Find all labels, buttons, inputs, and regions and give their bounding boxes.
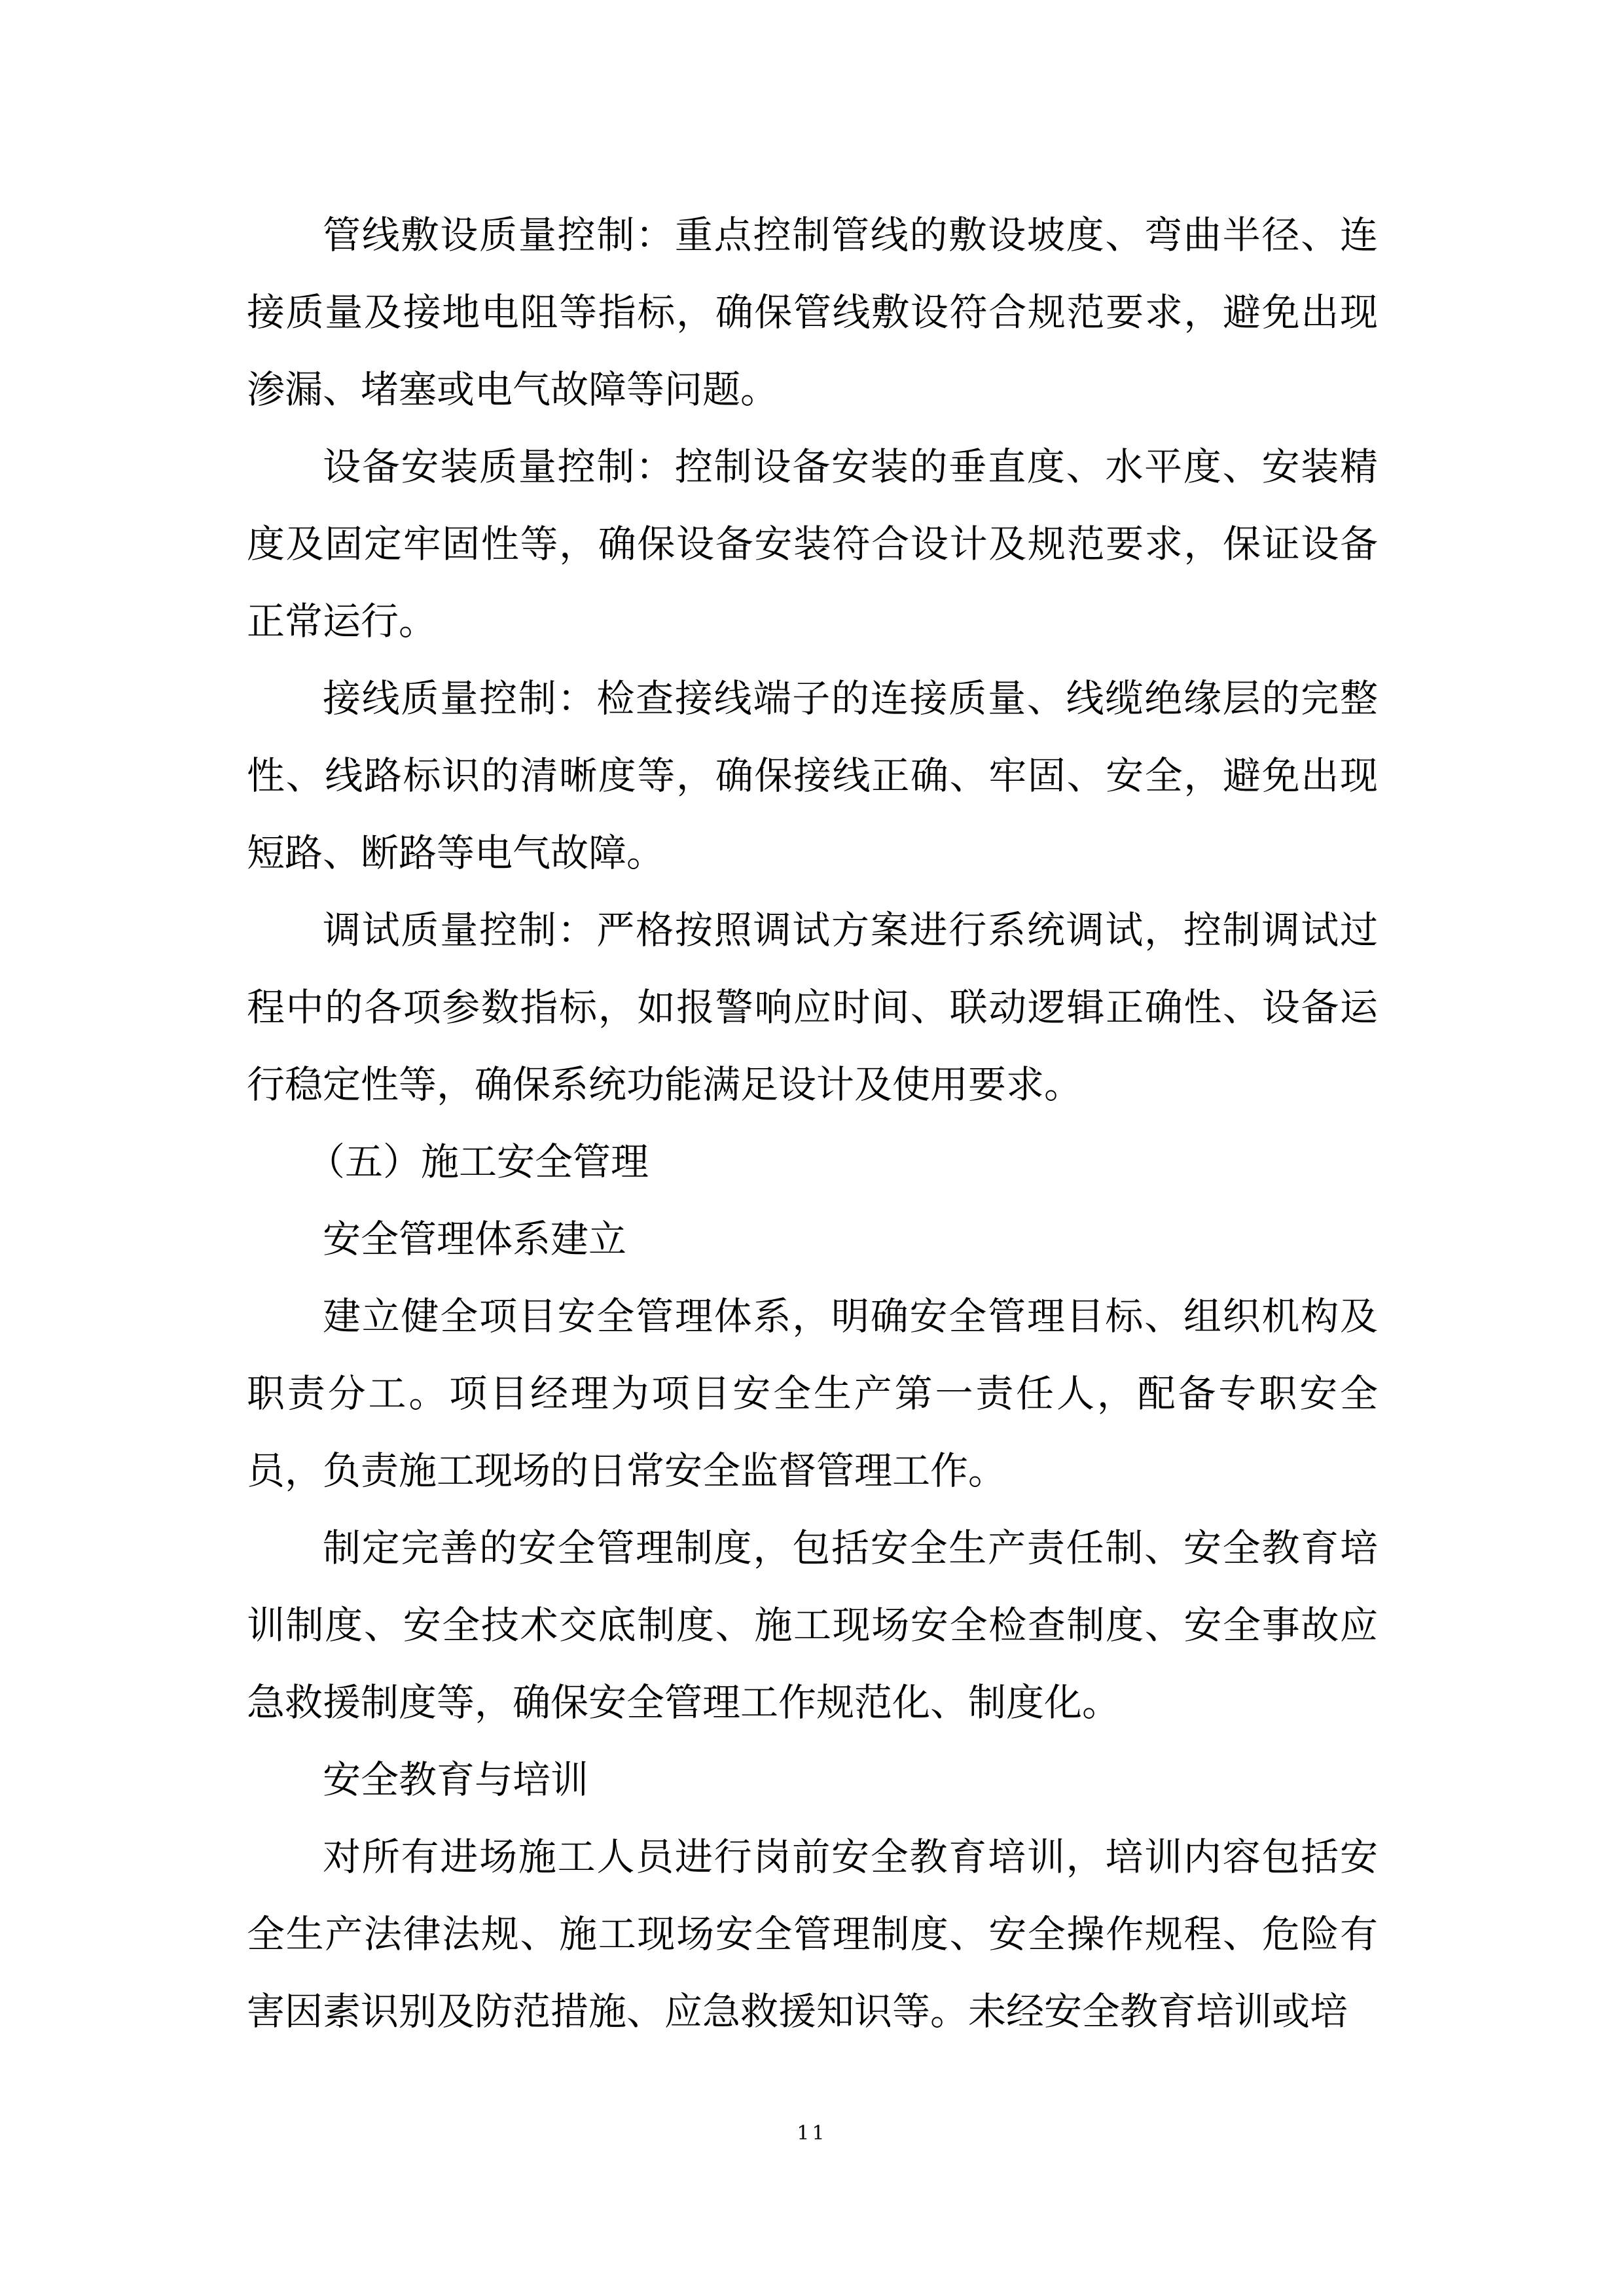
paragraph-equipment-installation-quality: 设备安装质量控制：控制设备安装的垂直度、水平度、安装精度及固定牢固性等，确保设备安装符合设计及规范要求，保证设备正常运行。: [247, 444, 1378, 643]
section-heading-construction-safety: （五）施工安全管理: [307, 1139, 649, 1184]
paragraph-pipeline-quality-control: 管线敷设质量控制：重点控制管线的敷设坡度、弯曲半径、连接质量及接地电阻等指标，确保管线敷设符合规范要求，避免出现渗漏、堵塞或电气故障等问题。: [247, 213, 1378, 412]
paragraph-safety-system-establishment: 建立健全项目安全管理体系，明确安全管理目标、组织机构及职责分工。项目经理为项目安全生产第一责任人，配备专职安全员，负责施工现场的日常安全监督管理工作。: [247, 1294, 1378, 1493]
subheading-safety-system: 安全管理体系建立: [323, 1217, 627, 1261]
subheading-safety-training: 安全教育与培训: [323, 1757, 589, 1802]
paragraph-commissioning-quality-control: 调试质量控制：严格按照调试方案进行系统调试，控制调试过程中的各项参数指标，如报警响应时间、联动逻辑正确性、设备运行稳定性等，确保系统功能满足设计及使用要求。: [247, 908, 1378, 1107]
page-number: 11: [797, 2122, 827, 2145]
paragraph-safety-management-rules: 制定完善的安全管理制度，包括安全生产责任制、安全教育培训制度、安全技术交底制度、施工现场安全检查制度、安全事故应急救援制度等，确保安全管理工作规范化、制度化。: [247, 1526, 1378, 1725]
paragraph-safety-training-content: 对所有进场施工人员进行岗前安全教育培训，培训内容包括安全生产法律法规、施工现场安全管理制度、安全操作规程、危险有害因素识别及防范措施、应急救援知识等。未经安全教育培训或培: [247, 1835, 1378, 2034]
paragraph-wiring-quality-control: 接线质量控制：检查接线端子的连接质量、线缆绝缘层的完整性、线路标识的清晰度等，确保接线正确、牢固、安全，避免出现短路、断路等电气故障。: [247, 676, 1378, 875]
page-content: [247, 196, 1378, 2050]
